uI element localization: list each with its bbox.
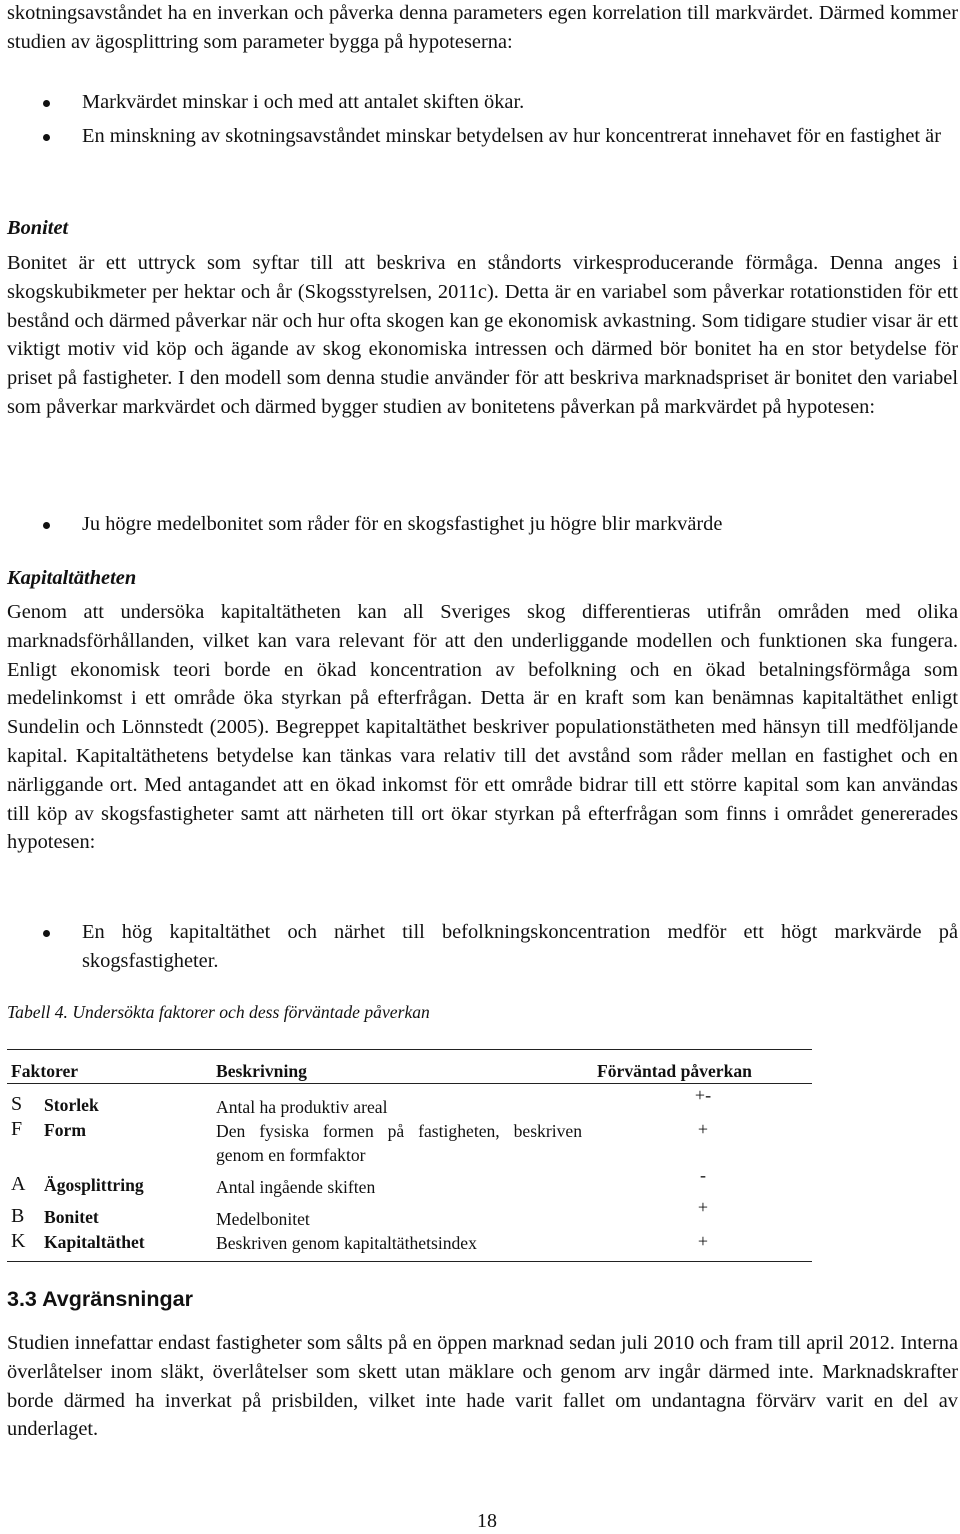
hypotheses-list-3: [7, 918, 958, 976]
section-paragraph: Studien innefattar endast fastigheter som sålts på en öppen marknad sedan juli 2010 och fram till april 2012. Interna överlåtelser inom släkt, överlåtelser som skett utan mäklare och genom arv ingår därmed inte. Marknadskrafter borde därmed ha inverkat på prisbilden, vilket inte hade varit fallet om undantagna förvärv varit en del av underlaget.: [7, 1332, 958, 1441]
table-header-factor: Faktorer: [11, 1061, 79, 1081]
table-rule-top: [7, 1049, 812, 1050]
row-effect: +: [697, 1119, 709, 1139]
table-rule-bottom: [7, 1261, 812, 1262]
row-description: Beskriven genom kapitaltäthetsindex: [216, 1233, 477, 1253]
list-item: Ju högre medelbonitet som råder för en skogsfastighet ju högre blir markvärde: [7, 510, 958, 539]
list-item: En hög kapitaltäthet och närhet till befolkningskoncentration medför ett högt markvärde på skogsfastigheter.: [7, 918, 958, 976]
row-effect: +: [697, 1231, 709, 1251]
row-letter: F: [11, 1118, 23, 1140]
bonitet-heading: Bonitet: [7, 217, 69, 239]
row-factor: Kapitaltäthet: [44, 1232, 145, 1252]
row-letter: S: [11, 1093, 23, 1115]
page-number: 18: [477, 1510, 497, 1532]
intro-paragraph: skotningsavståndet ha en inverkan och påverka denna parameters egen korrelation till markvärdet. Därmed kommer studien av ägosplittring som parameter bygga på hypoteserna:: [7, 2, 958, 53]
row-effect: +-: [694, 1085, 712, 1105]
table-header-effect: Förväntad påverkan: [597, 1061, 752, 1081]
row-description: Antal ingående skiften: [216, 1177, 376, 1197]
kapital-paragraph: Genom att undersöka kapitaltätheten kan all Sveriges skog differentieras utifrån områden med olika marknadsförhållanden, vilket kan vara relevant för att den underliggande modellen och funktionen ska fungera. Enligt ekonomisk teori borde en ökad koncentration av befolkning och en ökad betalningsförmåga som medelinkomst i ett område öka styrkan på efterfrågan. Detta är en kraft som kan benämnas kapitaltäthet enligt Sundelin och Lönnstedt (2005). Begreppet kapitaltäthet beskriver populationstätheten med hänsyn till medföljande kapital. Kapitaltäthetens betydelse kan tänkas vara relativ till det avstånd som råder mellan en fastighet och en närliggande ort. Med antagandet att en ökad inkomst för ett område bidrar till ett större kapital som kan användas till köp av skogsfastigheter samt att närheten till ort ökar styrkan på efterfrågan som finns i området genererades hypotesen:: [7, 601, 958, 854]
row-factor: Bonitet: [44, 1207, 99, 1227]
row-effect: -: [700, 1165, 706, 1185]
list-item: En minskning av skotningsavståndet minskar betydelsen av hur koncentrerat innehavet för en fastighet är: [7, 122, 958, 151]
row-letter: K: [11, 1230, 26, 1252]
row-description: Antal ha produktiv areal: [216, 1097, 388, 1117]
row-letter: A: [11, 1173, 26, 1195]
row-letter: B: [11, 1205, 25, 1227]
row-effect: +: [697, 1197, 709, 1217]
hypotheses-list-2: [7, 510, 958, 539]
row-description: Den fysiska formen på fastigheten, beskriven genom en formfaktor: [216, 1121, 582, 1165]
row-factor: Form: [44, 1120, 87, 1140]
kapital-heading: Kapitaltätheten: [7, 567, 137, 589]
hypotheses-list-1: [7, 88, 958, 151]
table-rule-header: [7, 1083, 812, 1084]
table-caption: Tabell 4. Undersökta faktorer och dess förväntade påverkan: [7, 1002, 430, 1022]
row-factor: Ägosplittring: [44, 1175, 144, 1195]
bonitet-paragraph: Bonitet är ett uttryck som syftar till att beskriva en ståndorts virkesproducerande förmåga. Denna anges i skogskubikmeter per hektar och år (Skogsstyrelsen, 2011c). Detta är en variabel som påverkar rotationstiden för ett bestånd och därmed påverkar när och hur ofta skogen kan ge ekonomisk avkastning. Som tidigare studier visar är ett viktigt motiv vid köp och ägande av skog ekonomiska intressen och därmed bör bonitet ha en stor betydelse för priset på fastigheter. I den modell som denna studie använder för att beskriva marknadspriset är bonitet den variabel som påverkar markvärdet och därmed bygger studien av bonitetens påverkan på markvärdet på hypotesen:: [7, 252, 958, 418]
row-factor: Storlek: [44, 1095, 99, 1115]
row-description: Medelbonitet: [216, 1209, 310, 1229]
list-item: Markvärdet minskar i och med att antalet skiften ökar.: [7, 88, 958, 117]
table-header-description: Beskrivning: [216, 1061, 307, 1081]
section-heading: 3.3 Avgränsningar: [7, 1287, 193, 1311]
